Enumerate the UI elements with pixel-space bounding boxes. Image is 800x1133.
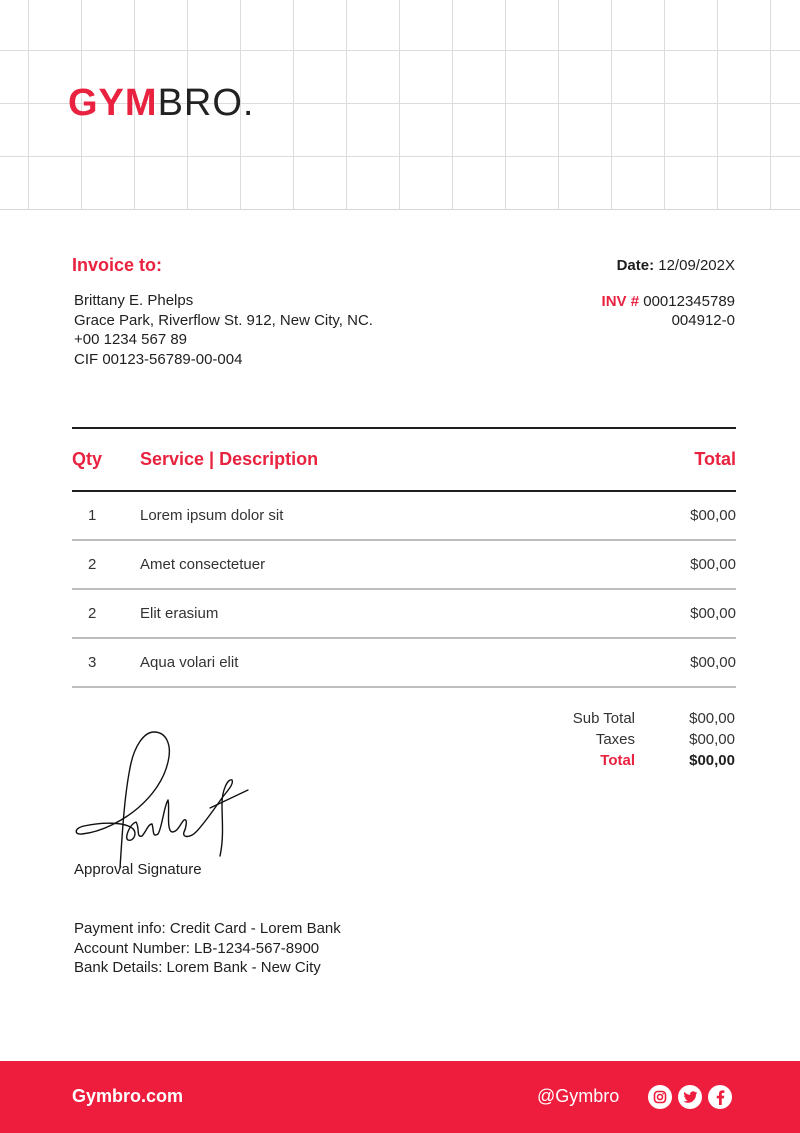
date-label: Date: bbox=[616, 257, 655, 274]
payment-details bbox=[74, 919, 341, 978]
client-cif: CIF 00123-56789-00-004 bbox=[74, 350, 243, 368]
grand-total-row bbox=[525, 750, 735, 771]
brand-logo bbox=[68, 84, 254, 122]
date-value: 12/09/202X bbox=[658, 257, 735, 274]
row-total: $00,00 bbox=[690, 605, 736, 622]
row-total: $00,00 bbox=[690, 507, 736, 524]
twitter-icon[interactable] bbox=[678, 1085, 702, 1109]
row-qty: 2 bbox=[88, 605, 97, 622]
client-address: Grace Park, Riverflow St. 912, New City, NC. bbox=[74, 311, 373, 329]
grand-total-value: $00,00 bbox=[689, 752, 735, 769]
header-total: Total bbox=[694, 449, 736, 469]
subtotal-row bbox=[525, 708, 735, 729]
logo-rest: BRO. bbox=[157, 82, 255, 124]
invoice-number-label: INV # bbox=[601, 292, 640, 310]
row-qty: 3 bbox=[88, 654, 97, 671]
invoice-number-suffix: 004912-0 bbox=[671, 312, 735, 329]
social-icons bbox=[648, 1085, 732, 1109]
row-description: Elit erasium bbox=[140, 605, 219, 622]
line-items-table bbox=[72, 427, 736, 688]
row-description: Lorem ipsum dolor sit bbox=[140, 507, 284, 524]
client-name: Brittany E. Phelps bbox=[74, 292, 194, 309]
taxes-value: $00,00 bbox=[689, 731, 735, 748]
instagram-icon[interactable] bbox=[648, 1085, 672, 1109]
social-handle: @Gymbro bbox=[537, 1086, 620, 1106]
header-qty: Qty bbox=[72, 449, 103, 469]
table-row bbox=[72, 639, 736, 688]
row-description: Amet consectetuer bbox=[140, 556, 266, 573]
invoice-meta bbox=[602, 256, 735, 331]
signature-image bbox=[72, 728, 262, 878]
invoice-number-value: 00012345789 bbox=[643, 292, 735, 310]
table-row bbox=[72, 541, 736, 590]
invoice-number-row bbox=[602, 292, 735, 312]
facebook-icon[interactable] bbox=[708, 1085, 732, 1109]
table-header bbox=[72, 429, 736, 492]
taxes-row bbox=[525, 729, 735, 750]
row-qty: 2 bbox=[88, 556, 97, 573]
row-total: $00,00 bbox=[690, 654, 736, 671]
taxes-label: Taxes bbox=[595, 731, 635, 748]
client-phone: +00 1234 567 89 bbox=[74, 331, 188, 348]
date-row bbox=[602, 256, 735, 276]
row-total: $00,00 bbox=[690, 556, 736, 573]
invoice-to-title: Invoice to: bbox=[72, 255, 163, 275]
row-qty: 1 bbox=[88, 507, 97, 524]
subtotal-value: $00,00 bbox=[689, 710, 735, 727]
header-grid bbox=[0, 0, 800, 210]
website-link[interactable]: Gymbro.com bbox=[72, 1086, 184, 1106]
payment-info: Payment info: Credit Card - Lorem Bank bbox=[74, 920, 341, 937]
signature-label: Approval Signature bbox=[74, 861, 202, 878]
table-row bbox=[72, 492, 736, 541]
logo-accent: GYM bbox=[68, 82, 158, 124]
row-description: Aqua volari elit bbox=[140, 654, 239, 671]
bank-details: Bank Details: Lorem Bank - New City bbox=[74, 959, 321, 976]
footer-bar bbox=[0, 1061, 800, 1133]
grand-total-label: Total bbox=[600, 752, 635, 769]
account-number: Account Number: LB-1234-567-8900 bbox=[74, 939, 320, 957]
client-details bbox=[74, 291, 373, 369]
totals-block bbox=[525, 708, 735, 771]
header-description: Service | Description bbox=[140, 449, 319, 469]
table-row bbox=[72, 590, 736, 639]
subtotal-label: Sub Total bbox=[572, 710, 635, 727]
